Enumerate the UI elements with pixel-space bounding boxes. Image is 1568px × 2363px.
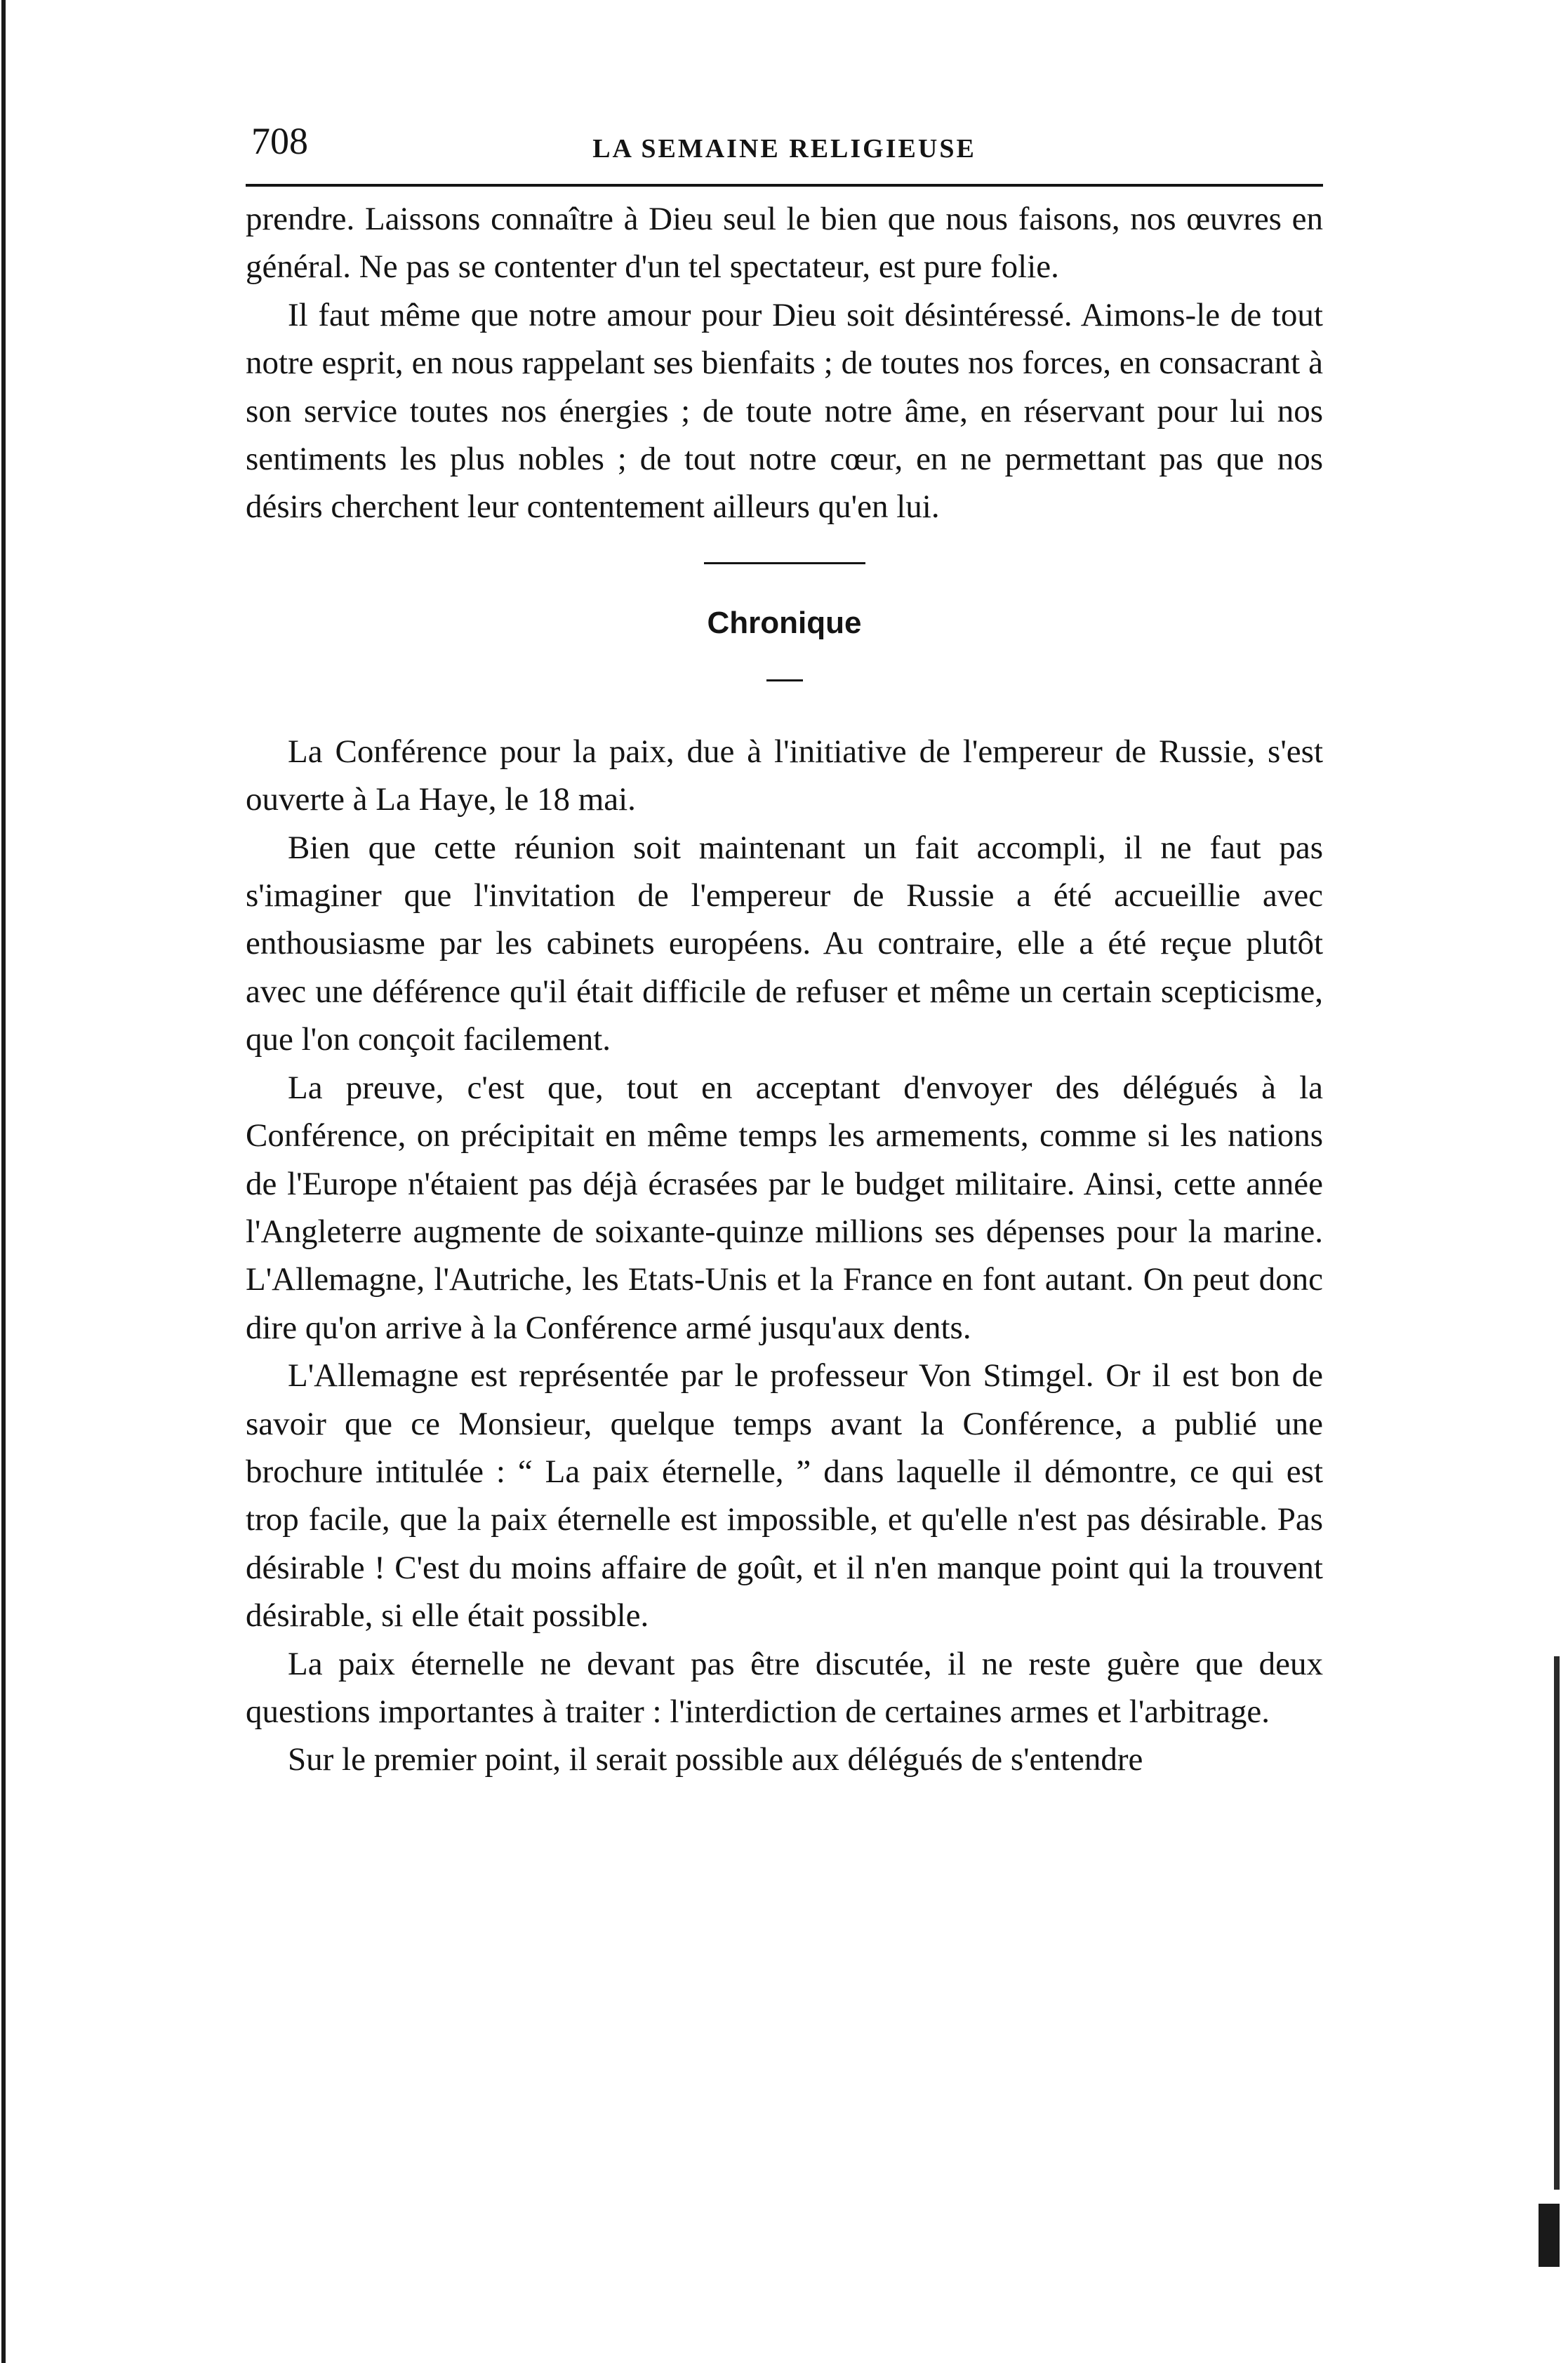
title-underline — [766, 679, 803, 681]
section-title: Chronique — [707, 605, 862, 640]
header-rule — [246, 184, 1323, 187]
body-text — [246, 195, 1323, 1784]
paragraph: La paix éternelle ne devant pas être discutée, il ne reste guère que deux questions importantes à traiter : l'interdiction de certaines armes et l'arbitrage. — [246, 1645, 1323, 1730]
paragraph: Il faut même que notre amour pour Dieu soit désintéressé. Aimons-le de tout notre esprit, en nous rappelant ses bienfaits ; de toutes nos forces, en consacrant à son service toutes nos énergies ; de toute notre âme, en réservant pour lui nos sentiments les plus nobles ; de tout notre cœur, en ne permettant pas que nos désirs cherchent leur contentement ailleurs qu'en lui. — [246, 296, 1323, 526]
document-page — [246, 119, 1323, 1778]
page-number: 708 — [251, 120, 308, 162]
paragraph: L'Allemagne est représentée par le professeur Von Stimgel. Or il est bon de savoir que ce Monsieur, quelque temps avant la Conférence, a publié une brochure intitulée : “ La paix éternelle, ” dans laquelle il démontre, ce qui est trop facile, que la paix éternelle est impossible, et qu'elle n'est pas désirable. Pas désirable ! C'est du moins affaire de goût, et il n'en manque point qui la trouvent désirable, si elle était possible. — [246, 1357, 1323, 1635]
paragraph: Sur le premier point, il serait possible aux délégués de s'entendre — [288, 1741, 1143, 1778]
page-header — [246, 119, 1323, 168]
scan-border-right — [1554, 1656, 1560, 2190]
paragraph: La Conférence pour la paix, due à l'initiative de l'empereur de Russie, s'est ouverte à La Haye, le 18 mai. — [246, 733, 1323, 818]
paragraph-continuation: prendre. Laissons connaître à Dieu seul le bien que nous faisons, nos œuvres en général. Ne pas se contenter d'un tel spectateur, est pure folie. — [246, 201, 1323, 286]
running-head: LA SEMAINE RELIGIEUSE — [592, 134, 976, 164]
paragraph: La preuve, c'est que, tout en acceptant d'envoyer des délégués à la Conférence, on précipitait en même temps les armements, comme si les nations de l'Europe n'étaient pas déjà écrasées par le budget militaire. Ainsi, cette année l'Angleterre augmente de soixante-quinze millions ses dépenses pour la marine. L'Allemagne, l'Autriche, les Etats-Unis et la France en font autant. On peut donc dire qu'on arrive à la Conférence armé jusqu'aux dents. — [246, 1069, 1323, 1346]
scan-border-left — [1, 0, 6, 2363]
scan-border-right-mark — [1539, 2204, 1560, 2267]
paragraph: Bien que cette réunion soit maintenant un fait accompli, il ne faut pas s'imaginer que l'invitation de l'empereur de Russie a été accueillie avec enthousiasme par les cabinets européens. Au contraire, elle a été reçue plutôt avec une déférence qu'il était difficile de refuser et même un certain scepticisme, que l'on conçoit facilement. — [246, 829, 1323, 1058]
section-divider — [704, 562, 865, 564]
